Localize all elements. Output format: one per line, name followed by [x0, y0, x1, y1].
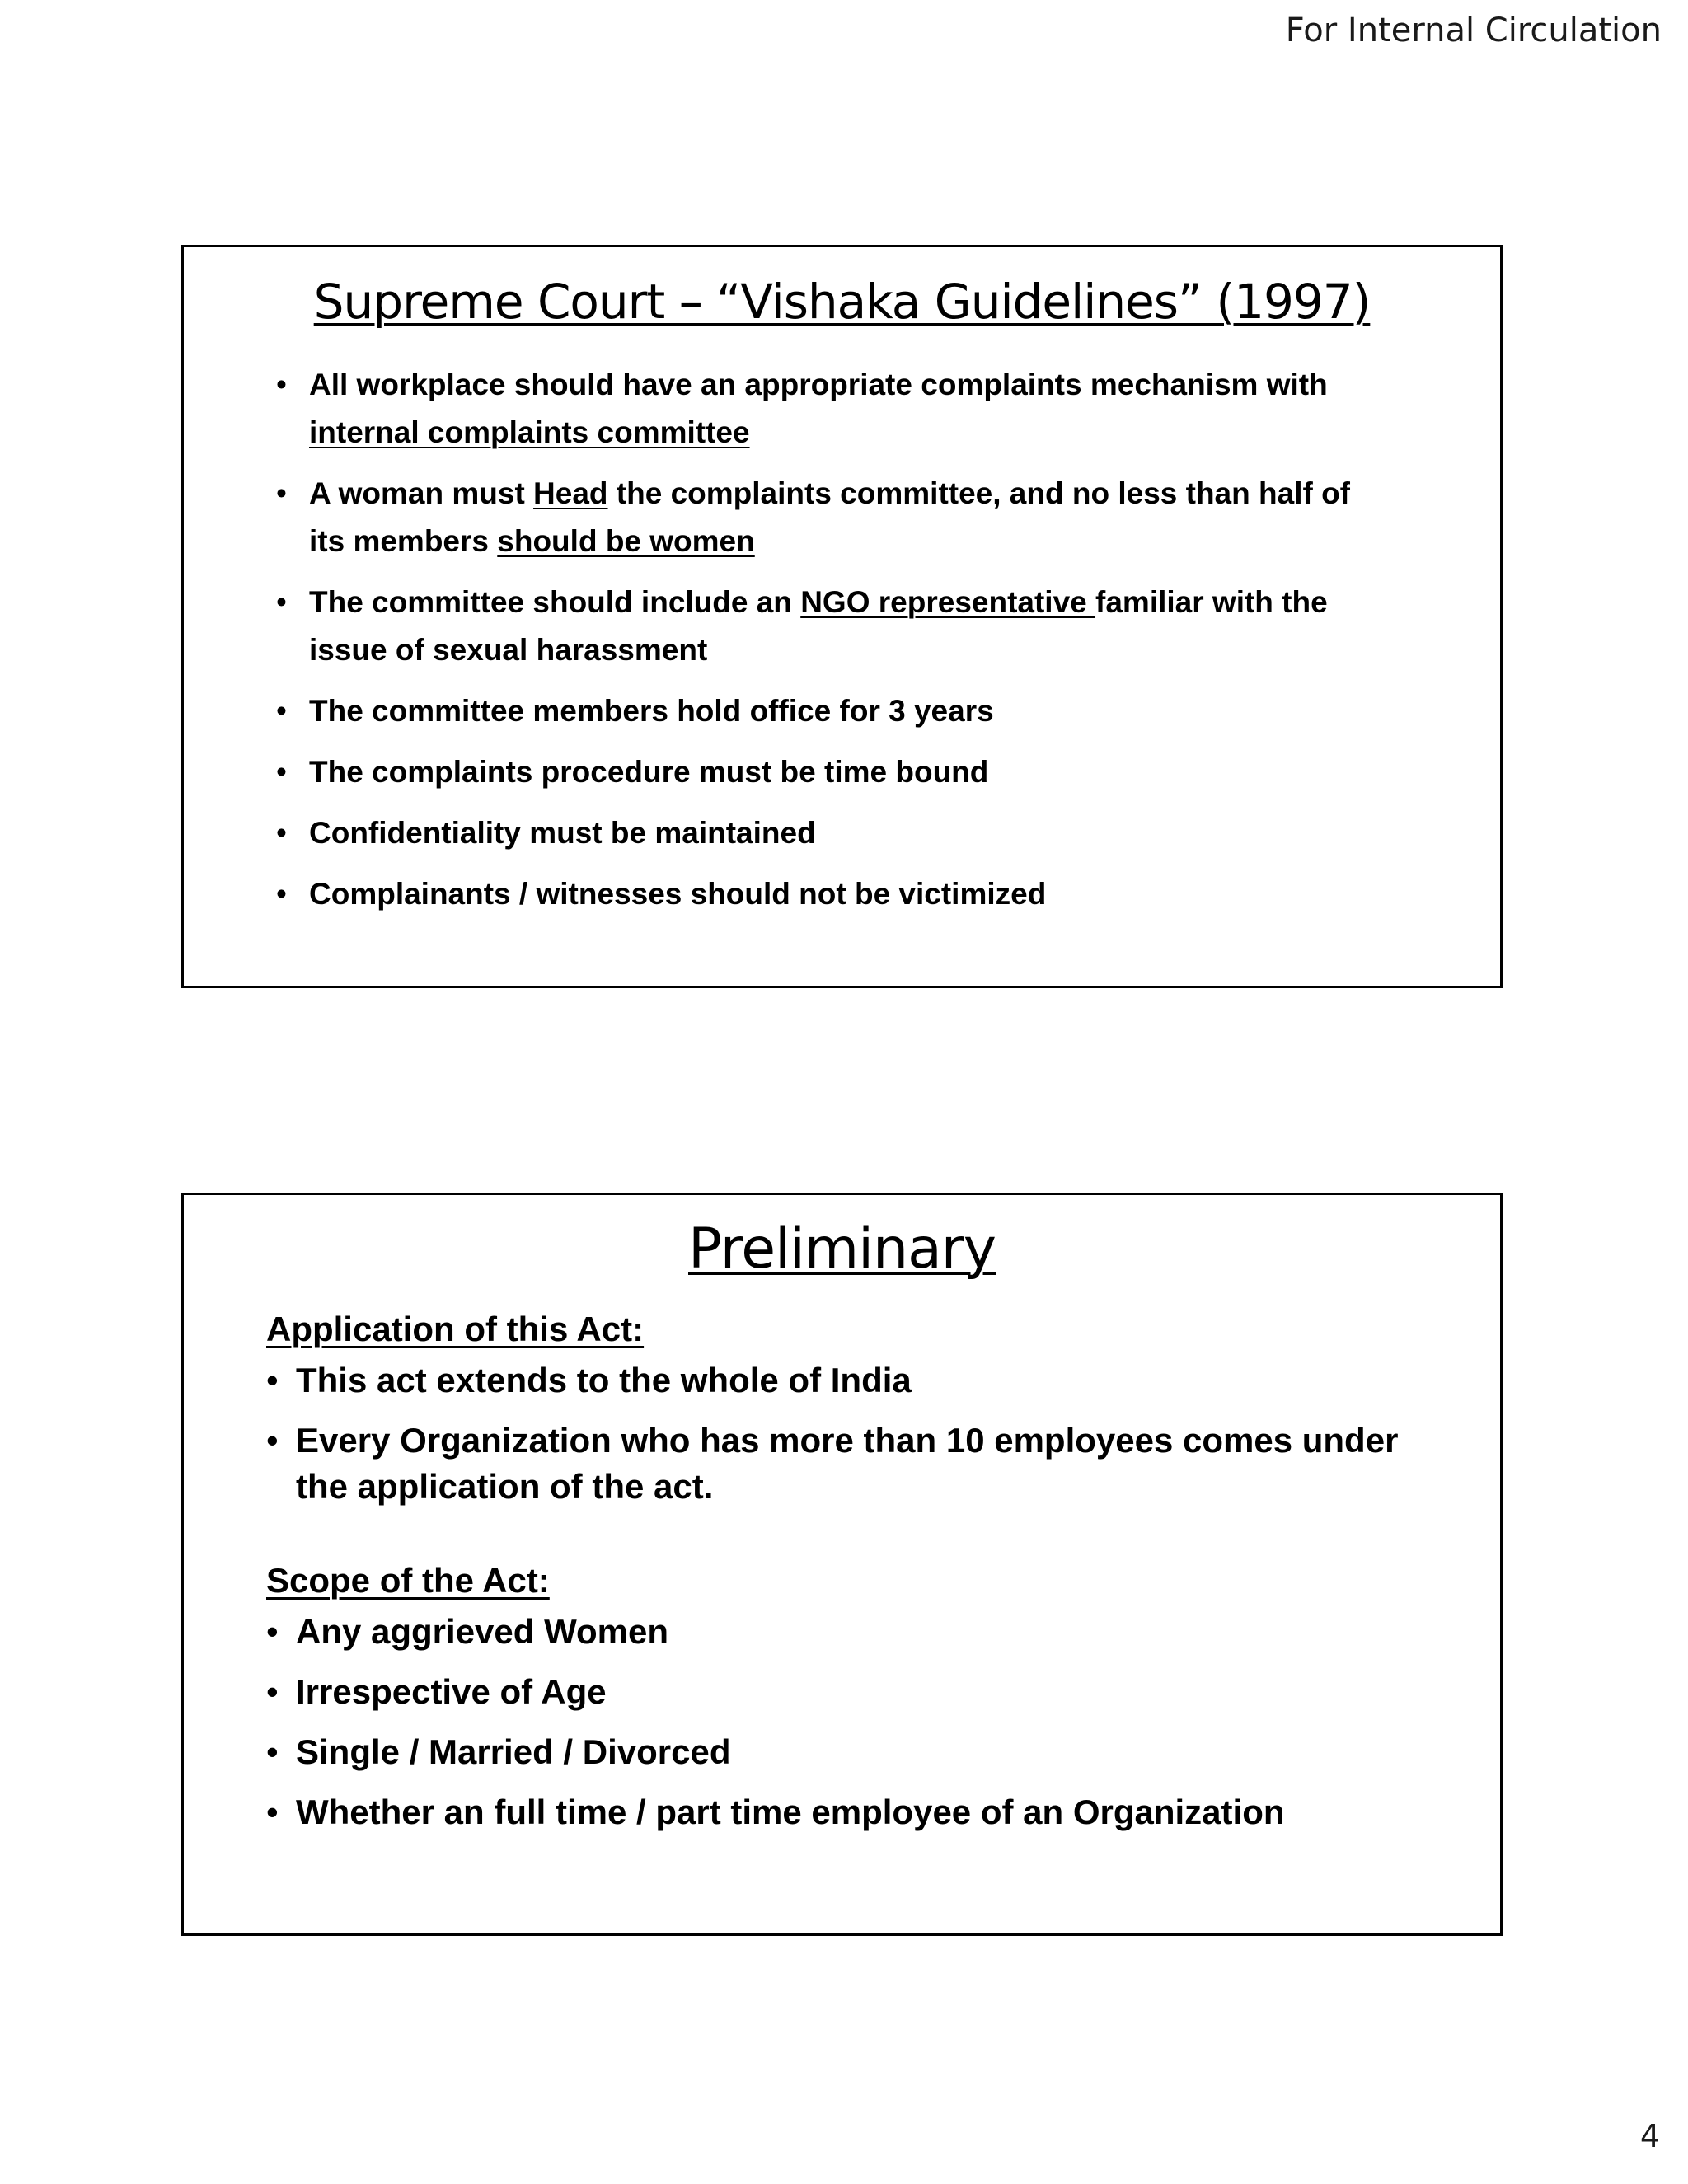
list-item — [309, 579, 1381, 674]
scope-list — [296, 1609, 1450, 1835]
application-list — [296, 1357, 1450, 1510]
bullet-text: the complaints committee, and no less than half of its members — [309, 476, 1350, 558]
list-item: • Every Organization who has more than 10 employees comes under the application of the act. — [296, 1418, 1450, 1510]
page-number: 4 — [1639, 2118, 1660, 2154]
bullet-text: A woman must — [309, 476, 534, 510]
list-item: • Complainants / witnesses should not be victimized — [309, 870, 1381, 918]
underlined-text: internal complaints committee — [309, 415, 750, 449]
internal-circulation-label: For Internal Circulation — [1285, 12, 1662, 49]
slide-vishaka-guidelines — [181, 245, 1503, 988]
underlined-text: Head — [533, 476, 608, 510]
bullet-text: familiar with the issue of sexual harassment — [309, 585, 1328, 667]
underlined-text: should be women — [497, 524, 755, 558]
list-item: • Irrespective of Age — [296, 1669, 1450, 1715]
list-item — [309, 361, 1381, 457]
slide-title: Supreme Court – “Vishaka Guidelines” (1997) — [313, 274, 1371, 330]
slide-title: Preliminary — [688, 1216, 996, 1282]
slide-preliminary — [181, 1193, 1503, 1936]
scope-heading: Scope of the Act: — [266, 1561, 550, 1600]
list-item: • Any aggrieved Women — [296, 1609, 1450, 1655]
list-item: • Single / Married / Divorced — [296, 1729, 1450, 1775]
list-item: • The complaints procedure must be time bound — [309, 748, 1381, 796]
list-item: • Confidentiality must be maintained — [309, 809, 1381, 857]
list-item: • Whether an full time / part time employee of an Organization — [296, 1789, 1450, 1835]
list-item — [309, 470, 1381, 565]
bullet-text: All workplace should have an appropriate complaints mechanism with — [309, 368, 1328, 401]
bullet-text: The committee should include an — [309, 585, 801, 619]
list-item: • The committee members hold office for 3 years — [309, 687, 1381, 735]
guidelines-list — [309, 361, 1381, 918]
underlined-text: NGO representative — [800, 585, 1096, 619]
list-item: • This act extends to the whole of India — [296, 1357, 1450, 1404]
application-heading: Application of this Act: — [266, 1310, 645, 1348]
